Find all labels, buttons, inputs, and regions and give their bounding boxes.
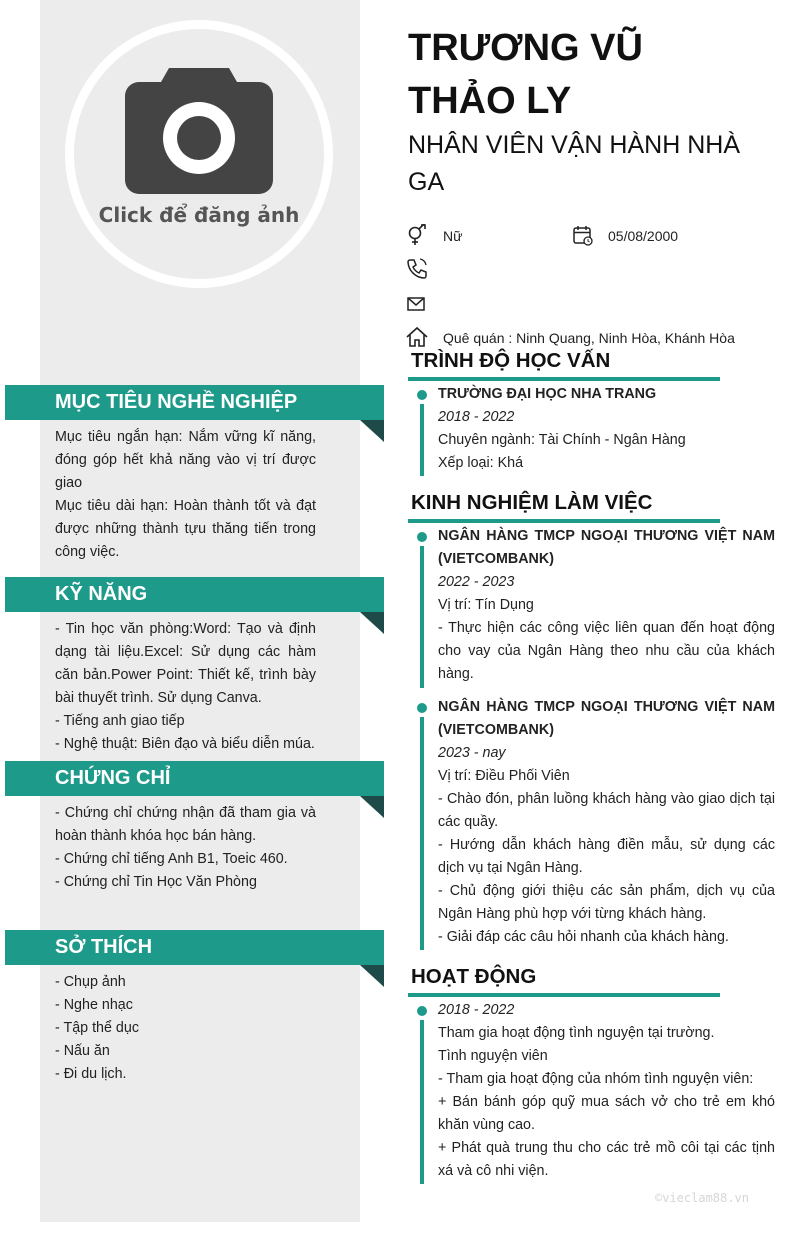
timeline-line (420, 1020, 424, 1184)
timeline-line (420, 717, 424, 950)
section-underline (408, 377, 720, 381)
certificate-line: - Chứng chỉ chứng nhận đã tham gia và hoàn thành khóa học bán hàng. (55, 805, 316, 844)
education-major: Chuyên ngành: Tài Chính - Ngân Hàng (438, 432, 686, 448)
certificates-heading: CHỨNG CHỈ (5, 761, 384, 796)
experience-entry (438, 525, 775, 686)
section-underline (408, 519, 720, 523)
timeline-line (420, 546, 424, 688)
band-fold (360, 612, 384, 634)
section-underline (408, 993, 720, 997)
certificates-text (55, 802, 316, 894)
job-period: 2023 - nay (438, 745, 506, 761)
education-entry (438, 383, 775, 475)
objective-line: Mục tiêu ngắn hạn: Nắm vững kĩ năng, đóng góp hết khả năng vào vị trí được giao (55, 429, 316, 491)
watermark: ©vieclam88.vn (655, 1191, 749, 1205)
avatar-upload[interactable] (65, 20, 333, 288)
activity-line: - Tham gia hoạt động của nhóm tình nguyện viên: (438, 1071, 754, 1087)
skills-text (55, 618, 316, 756)
job-detail: - Chào đón, phân luồng khách hàng vào giao dịch tại các quầy. (438, 791, 775, 830)
objective-heading: MỤC TIÊU NGHỀ NGHIỆP (5, 385, 384, 420)
hobbies-heading: SỞ THÍCH (5, 930, 384, 965)
certificate-line: - Chứng chỉ Tin Học Văn Phòng (55, 874, 257, 890)
name-line-1: TRƯƠNG VŨ (408, 27, 643, 69)
timeline-dot (417, 532, 427, 542)
job-detail: - Thực hiện các công việc liên quan đến hoạt động cho vay của Ngân Hàng theo nhu cầu của khách hàng. (438, 620, 775, 682)
hobby-line: - Tập thể dục (55, 1020, 139, 1036)
job-title: NHÂN VIÊN VẬN HÀNH NHÀ GA (408, 131, 740, 196)
activity-period: 2018 - 2022 (438, 1002, 515, 1018)
skill-line: - Nghệ thuật: Biên đạo và biểu diễn múa. (55, 736, 315, 752)
experience-heading: KINH NGHIỆM LÀM VIỆC (411, 491, 653, 514)
objective-line: Mục tiêu dài hạn: Hoàn thành tốt và đạt được những thành tựu thăng tiến trong công việc. (55, 498, 316, 560)
school-name: TRƯỜNG ĐẠI HỌC NHA TRANG (438, 386, 657, 402)
job-period: 2022 - 2023 (438, 574, 515, 590)
education-rank: Xếp loại: Khá (438, 455, 524, 471)
job-detail: - Hướng dẫn khách hàng điền mẫu, sử dụng các dịch vụ tại Ngân Hàng. (438, 837, 775, 876)
gender-value: Nữ (443, 228, 463, 244)
mail-icon (406, 294, 428, 316)
activities-heading: HOẠT ĐỘNG (411, 965, 537, 988)
band-fold (360, 420, 384, 442)
timeline-line (420, 404, 424, 476)
hobbies-text (55, 971, 316, 1086)
full-name (408, 22, 768, 128)
activity-entry (438, 999, 775, 1183)
education-heading: TRÌNH ĐỘ HỌC VẤN (411, 349, 611, 372)
company-name: NGÂN HÀNG TMCP NGOẠI THƯƠNG VIỆT NAM (VIETCOMBANK) (438, 699, 775, 738)
timeline-dot (417, 1006, 427, 1016)
gender-icon (406, 224, 428, 246)
job-position: Vị trí: Tín Dụng (438, 597, 534, 613)
home-icon (406, 326, 428, 348)
hometown-value: Quê quán : Ninh Quang, Ninh Hòa, Khánh Hòa (443, 330, 735, 346)
photo-caption[interactable]: Click để đăng ảnh (98, 203, 300, 227)
band-fold (360, 796, 384, 818)
hobby-line: - Nấu ăn (55, 1043, 110, 1059)
skill-line: - Tiếng anh giao tiếp (55, 713, 185, 729)
education-period: 2018 - 2022 (438, 409, 515, 425)
timeline-dot (417, 703, 427, 713)
dob-value: 05/08/2000 (608, 228, 679, 244)
timeline-dot (417, 390, 427, 400)
calendar-icon (572, 224, 594, 246)
activity-line: + Bán bánh góp quỹ mua sách vở cho trẻ em khó khăn vùng cao. (438, 1094, 775, 1133)
name-line-2: THẢO LY (408, 80, 572, 122)
camera-icon (125, 66, 273, 194)
skills-heading: KỸ NĂNG (5, 577, 384, 612)
objective-text (55, 426, 316, 564)
hobby-line: - Đi du lịch. (55, 1066, 127, 1082)
activity-line: + Phát quà trung thu cho các trẻ mồ côi tại các tịnh xá và cô nhi viện. (438, 1140, 775, 1179)
company-name: NGÂN HÀNG TMCP NGOẠI THƯƠNG VIỆT NAM (VIETCOMBANK) (438, 528, 775, 567)
job-detail: - Chủ động giới thiệu các sản phẩm, dịch vụ của Ngân Hàng phù hợp với từng khách hàng. (438, 883, 775, 922)
hobby-line: - Nghe nhạc (55, 997, 133, 1013)
certificate-line: - Chứng chỉ tiếng Anh B1, Toeic 460. (55, 851, 288, 867)
skill-line: - Tin học văn phòng:Word: Tạo và định dạng tài liệu.Excel: Sử dụng các hàm căn bản.Power Point: Thiết kế, trình bày bài thuyết trình. Sử dụng Canva. (55, 621, 316, 706)
band-fold (360, 965, 384, 987)
experience-entry (438, 696, 775, 949)
job-detail: - Giải đáp các câu hỏi nhanh của khách hàng. (438, 929, 729, 945)
phone-icon (406, 257, 428, 279)
hobby-line: - Chụp ảnh (55, 974, 126, 990)
activity-line: Tham gia hoạt động tình nguyện tại trường. (438, 1025, 715, 1041)
job-position: Vị trí: Điều Phối Viên (438, 768, 570, 784)
activity-line: Tình nguyện viên (438, 1048, 548, 1064)
